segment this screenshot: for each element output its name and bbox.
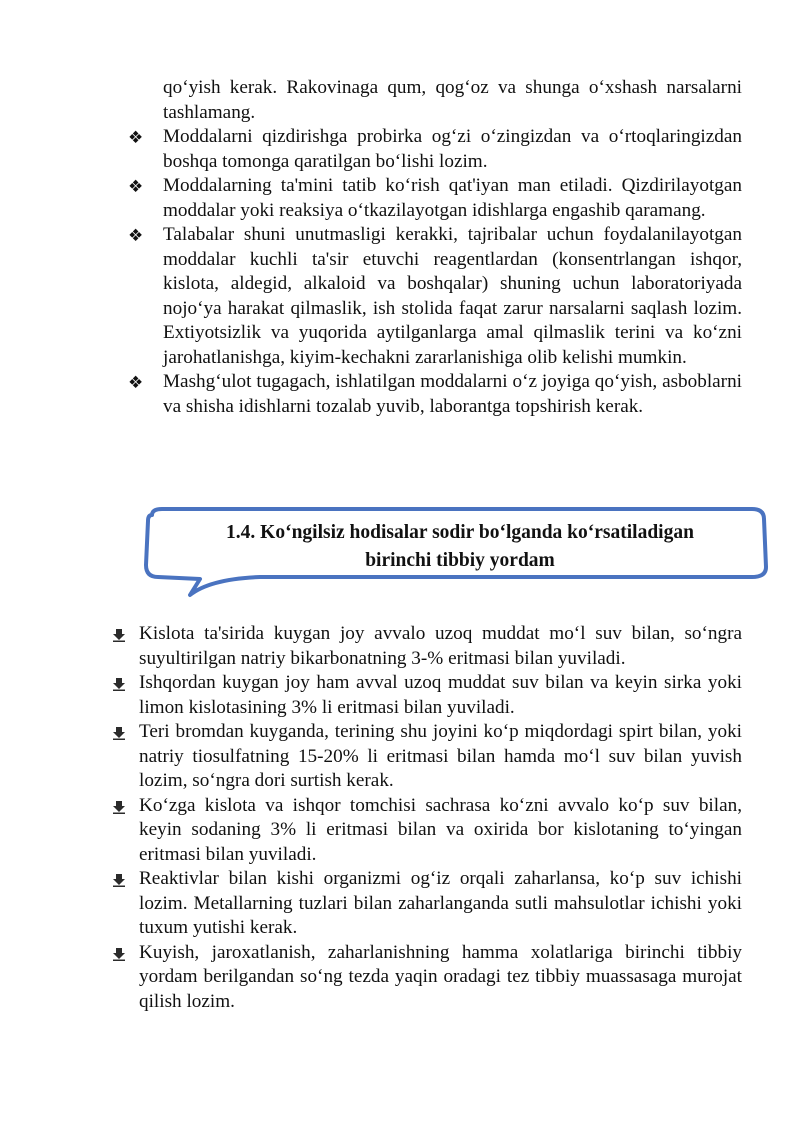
section-heading-banner	[140, 505, 770, 600]
list-item	[112, 720, 742, 794]
list-item	[112, 867, 742, 941]
down-arrow-icon	[112, 947, 126, 961]
heading-line: birinchi tibbiy yordam	[365, 550, 555, 571]
list-item	[112, 794, 742, 868]
list-item-text: Ishqordan kuygan joy ham avval uzoq muddat suv bilan va keyin sirka yoki limon kislotasining 3% li eritmasi bilan yuviladi.	[139, 672, 742, 718]
list-item-text: Moddalarni qizdirishga probirka og‘zi o‘zingizdan va o‘rtoqlaringizdan boshqa tomonga qaratilgan bo‘lishi lozim.	[163, 126, 742, 172]
list-item-text: Moddalarning ta'mini tatib ko‘rish qat'iyan man etiladi. Qizdirilayotgan moddalar yoki reaksiya o‘tkazilayotgan idishlarga engashib qaramang.	[163, 175, 742, 221]
list-item-text: Talabalar shuni unutmasligi kerakki, tajribalar uchun foydalanilayotgan moddalar kuchli ta'sir etuvchi reagentlardan (konsentrlangan ishqor, kislota, aldegid, alkaloid va boshqalar) shuning uchun laboratoriyada nojo‘ya harakat qilmaslik, ish stolida faqat zarur narsalarni saqlash lozim. Extiyotsizlik va yuqorida aytilganlarga amal qilmaslik terini va ko‘zni jarohatlanishga, kiyim-kechakni zararlanishiga olib kelishi mumkin.	[163, 224, 742, 368]
down-arrow-icon	[112, 677, 126, 691]
lab-rules-list	[128, 125, 742, 419]
continuation-paragraph: qo‘yish kerak. Rakovinaga qum, qog‘oz va shunga o‘xshash narsalarni tashlamang.	[163, 77, 742, 123]
section-heading	[180, 519, 740, 575]
list-item	[112, 622, 742, 671]
list-item	[112, 941, 742, 1015]
list-item	[128, 370, 742, 419]
list-item-text: Teri bromdan kuyganda, terining shu joyini ko‘p miqdordagi spirt bilan, yoki natriy tiosulfatning 15-20% li eritmasi bilan hamda mo‘l suv bilan yuvish lozim, so‘ngra dori surtish kerak.	[139, 721, 742, 791]
list-item-text: Mashg‘ulot tugagach, ishlatilgan moddalarni o‘z joyiga qo‘yish, asboblarni va shisha idishlarni tozalab yuvib, laborantga topshirish kerak.	[163, 371, 742, 417]
down-arrow-icon	[112, 800, 126, 814]
diamond-cluster-icon: ❖	[128, 177, 144, 197]
list-item	[128, 174, 742, 223]
down-arrow-icon	[112, 873, 126, 887]
list-item-text: Kuyish, jaroxatlanish, zaharlanishning hamma xolatlariga birinchi tibbiy yordam berilgandan so‘ng tezda yaqin oradagi tez tibbiy muassasaga murojat qilish lozim.	[139, 941, 742, 1012]
heading-line: 1.4. Ko‘ngilsiz hodisalar sodir bo‘lganda ko‘rsatiladigan	[226, 522, 694, 543]
list-item-text: Ko‘zga kislota va ishqor tomchisi sachrasa ko‘zni avvalo ko‘p suv bilan, keyin sodaning 3% li eritmasi bilan va oxirida bor kislotaning to‘yingan eritmasi bilan yuviladi.	[139, 794, 742, 865]
diamond-cluster-icon: ❖	[128, 373, 144, 393]
diamond-cluster-icon: ❖	[128, 226, 144, 246]
down-arrow-icon	[112, 628, 126, 642]
list-item-text: Reaktivlar bilan kishi organizmi og‘iz orqali zaharlansa, ko‘p suv ichishi lozim. Metallarning tuzlari bilan zaharlanganda sutli mahsulotlar ichishi yoki tuxum yutishi kerak.	[139, 868, 742, 938]
list-item	[112, 671, 742, 720]
first-aid-list	[112, 622, 742, 1014]
down-arrow-icon	[112, 726, 126, 740]
list-item	[128, 223, 742, 370]
list-item	[128, 125, 742, 174]
list-item-text: Kislota ta'sirida kuygan joy avvalo uzoq muddat mo‘l suv bilan, so‘ngra suyultirilgan natriy bikarbonatning 3-% eritmasi bilan yuviladi.	[139, 623, 742, 669]
diamond-cluster-icon: ❖	[128, 128, 144, 148]
